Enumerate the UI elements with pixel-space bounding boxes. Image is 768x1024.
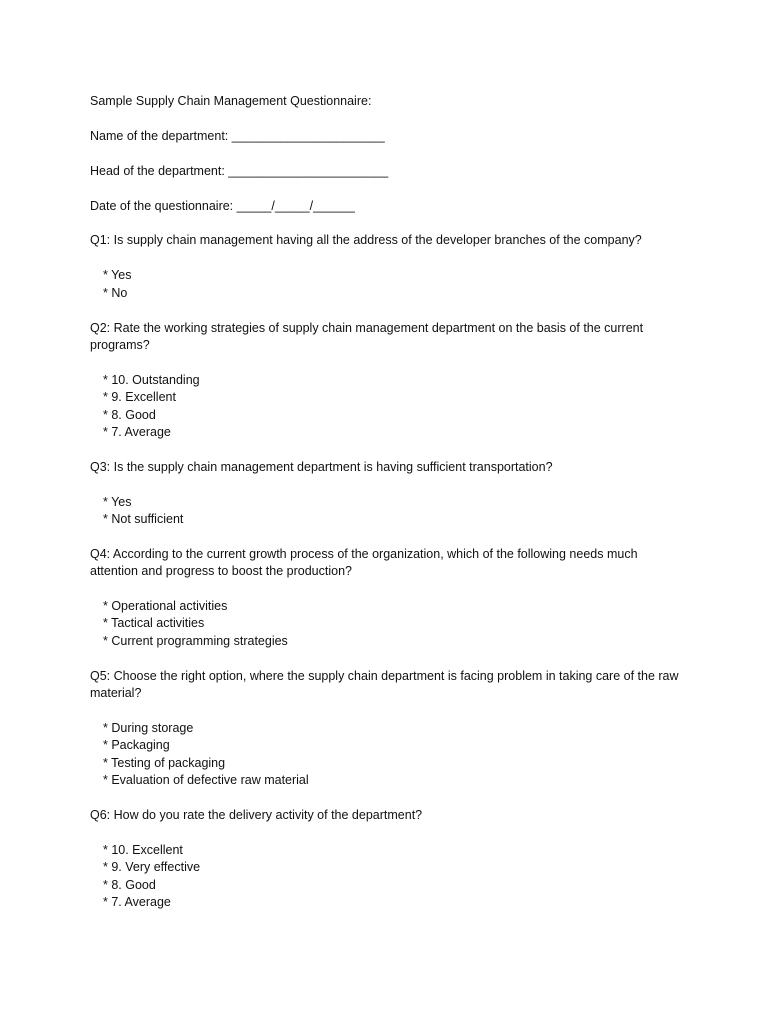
question-1: Q1: Is supply chain management having all the address of the developer branches of the company? bbox=[90, 233, 642, 247]
question-4-option: * Operational activities bbox=[103, 599, 228, 613]
question-2-option: * 8. Good bbox=[103, 408, 156, 422]
question-6-option: * 10. Excellent bbox=[103, 843, 183, 857]
question-3-option: * Not sufficient bbox=[103, 512, 184, 526]
question-2-option: * 7. Average bbox=[103, 425, 171, 439]
question-5: Q5: Choose the right option, where the supply chain department is facing problem in taking care of the raw material? bbox=[90, 669, 679, 700]
question-3-option: * Yes bbox=[103, 495, 132, 509]
question-5-option: * Testing of packaging bbox=[103, 756, 226, 770]
question-4-option: * Tactical activities bbox=[103, 616, 205, 630]
question-5-option: * During storage bbox=[103, 721, 194, 735]
department-name-field: Name of the department: ______________________ bbox=[90, 129, 385, 143]
question-4-option: * Current programming strategies bbox=[103, 634, 288, 648]
question-5-option: * Evaluation of defective raw material bbox=[103, 773, 309, 787]
question-2: Q2: Rate the working strategies of supply chain management department on the basis of the current programs? bbox=[90, 321, 644, 352]
question-5-option: * Packaging bbox=[103, 738, 170, 752]
department-head-field: Head of the department: _______________________ bbox=[90, 164, 389, 178]
document-title: Sample Supply Chain Management Questionnaire: bbox=[90, 94, 372, 108]
question-3: Q3: Is the supply chain management department is having sufficient transportation? bbox=[90, 460, 553, 474]
question-2-option: * 9. Excellent bbox=[103, 390, 176, 404]
question-6-option: * 9. Very effective bbox=[103, 860, 201, 874]
questionnaire-date-field: Date of the questionnaire: _____/_____/______ bbox=[90, 199, 355, 213]
question-4: Q4: According to the current growth process of the organization, which of the following needs much attention and progress to boost the production? bbox=[90, 547, 638, 578]
question-6-option: * 8. Good bbox=[103, 878, 156, 892]
question-6: Q6: How do you rate the delivery activity of the department? bbox=[90, 808, 423, 822]
question-1-option: * No bbox=[103, 286, 128, 300]
question-1-option: * Yes bbox=[103, 268, 132, 282]
question-2-option: * 10. Outstanding bbox=[103, 373, 200, 387]
question-6-option: * 7. Average bbox=[103, 895, 171, 909]
